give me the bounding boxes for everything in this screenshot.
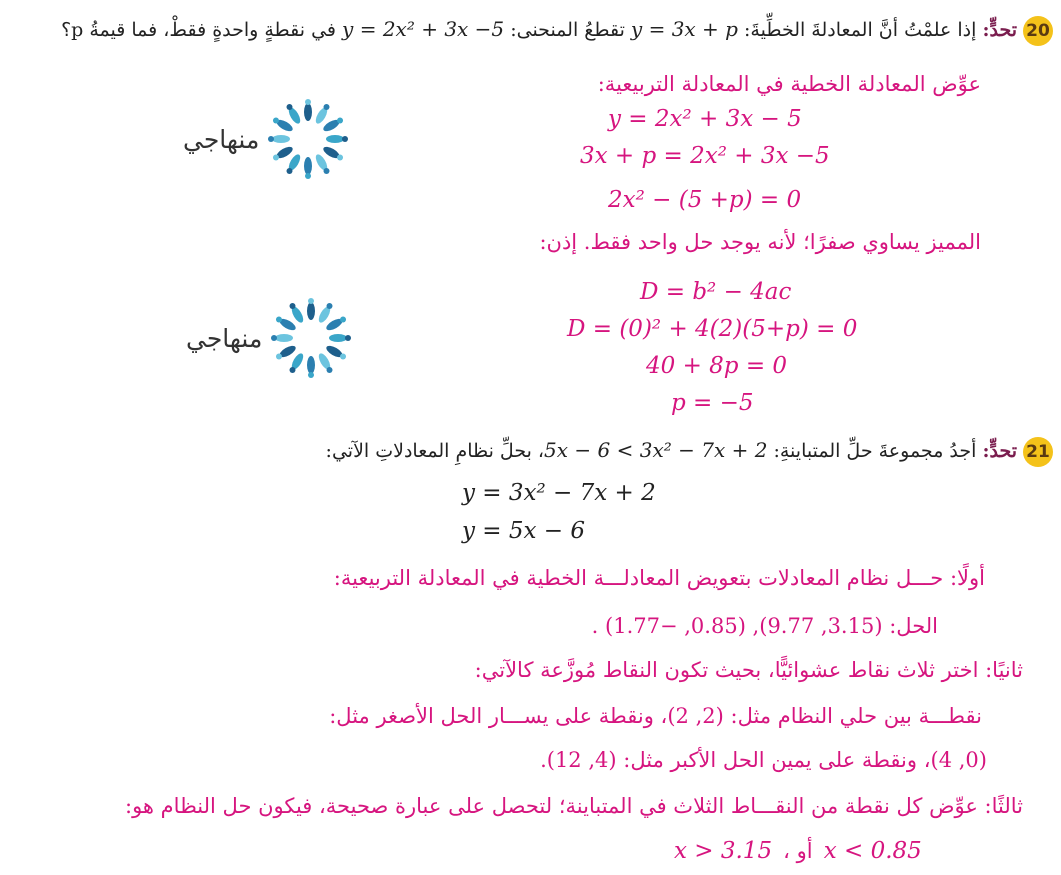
- solution-values: (3.15, 9.77), (0.85, −1.77) .: [591, 614, 883, 638]
- question-number-badge: 21: [1023, 437, 1053, 467]
- final-answer: [674, 838, 922, 864]
- question-text-after: بحلِّ نظامِ المعادلاتِ الآتي:: [325, 440, 532, 462]
- solution-label: الحل:: [889, 614, 938, 638]
- curve-equation: y = 2x² + 3x −5: [342, 17, 505, 41]
- answer-separator: ، أو: [783, 839, 813, 863]
- system-eq1: y = 3x² − 7x + 2: [462, 480, 656, 506]
- minhaji-logo: [183, 98, 349, 180]
- challenge-label: تحدٍّ:: [982, 19, 1017, 41]
- system-eq2: y = 5x − 6: [462, 518, 586, 544]
- step1-solution: [592, 614, 938, 638]
- solution-intro: عوِّض المعادلة الخطية في المعادلة التربيعية:: [597, 72, 981, 96]
- question-number-badge: 20: [1023, 16, 1053, 46]
- solution-eq2: 3x + p = 2x² + 3x −5: [580, 143, 830, 169]
- step2-text: ثانيًا: اختر ثلاث نقاط عشوائيًّا، بحيث تكون النقاط مُوزَّعة كالآتي:: [474, 658, 1023, 682]
- step2-line2: (0, 4)، ونقطة على يمين الحل الأكبر مثل: (4, 12).: [540, 748, 987, 772]
- question-20-line: [61, 16, 1053, 46]
- solution-eq4: D = b² − 4ac: [640, 279, 792, 305]
- logo-text: منهاجي: [186, 323, 263, 353]
- answer-part2: x > 3.15: [674, 838, 773, 864]
- step2-line1: نقطـــة بين حلي النظام مثل: (2, 2)، ونقطة على يســـار الحل الأصغر مثل:: [329, 704, 982, 728]
- question-text-middle: تقطعُ المنحنى:: [510, 19, 625, 41]
- solution-eq3: 2x² − (5 +p) = 0: [608, 187, 802, 213]
- solution-eq6: 40 + 8p = 0: [646, 353, 788, 379]
- inequality: 5x − 6 < 3x² − 7x + 2: [544, 438, 768, 462]
- logo-flower-icon: [270, 297, 352, 379]
- discriminant-text: المميز يساوي صفرًا؛ لأنه يوجد حل واحد فقط. إذن:: [539, 230, 981, 254]
- minhaji-logo: [186, 297, 352, 379]
- step3-text: ثالثًا: عوِّض كل نقطة من النقـــاط الثلاث في المتباينة؛ لتحصل على عبارة صحيحة، فيكون حل النظام هو:: [125, 794, 1023, 818]
- line-equation: y = 3x + p: [630, 17, 738, 41]
- logo-flower-icon: [267, 98, 349, 180]
- answer-part1: x < 0.85: [823, 838, 922, 864]
- question-text-before: إذا علمْتُ أنَّ المعادلةَ الخطِّيةَ:: [744, 19, 977, 41]
- question-21-line: 21تحدٍّ: أجدُ مجموعةَ حلِّ المتباينةِ: 5x − 6 < 3x² − 7x + 2، بحلِّ نظامِ المعادلاتِ الآتي:: [326, 437, 1053, 467]
- question-text-after: في نقطةٍ واحدةٍ فقطْ، فما قيمةُ p؟: [61, 19, 336, 41]
- question-text-before: أجدُ مجموعةَ حلِّ المتباينةِ:: [773, 440, 977, 462]
- challenge-label: تحدٍّ:: [982, 440, 1017, 462]
- solution-eq7: p = −5: [671, 390, 754, 416]
- step1-text: أولًا: حـــل نظام المعادلات بتعويض المعادلـــة الخطية في المعادلة التربيعية:: [333, 566, 985, 590]
- solution-eq1: y = 2x² + 3x − 5: [608, 106, 802, 132]
- solution-eq5: D = (0)² + 4(2)(5+p) = 0: [567, 316, 858, 342]
- logo-text: منهاجي: [183, 124, 260, 154]
